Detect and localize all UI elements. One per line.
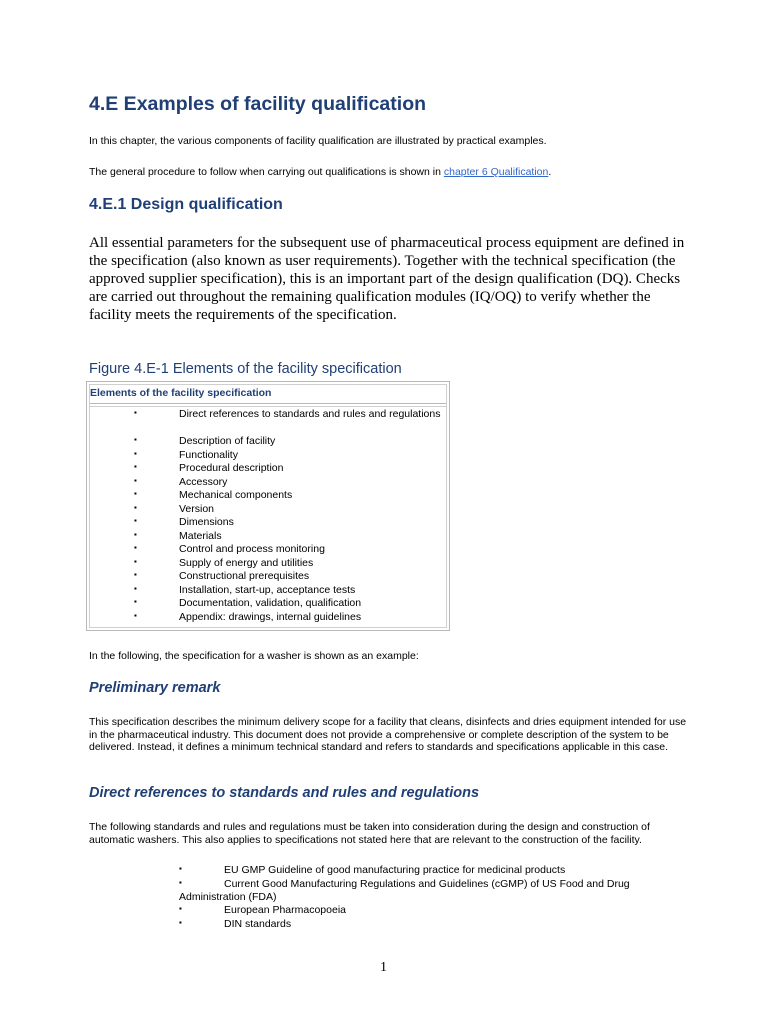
bullet-icon: ▪ bbox=[134, 556, 137, 566]
table-row-text: Constructional prerequisites bbox=[179, 570, 310, 582]
bullet-icon: ▪ bbox=[134, 516, 137, 525]
design-qualification-heading: 4.E.1 Design qualification bbox=[89, 196, 283, 213]
table-row-text: Supply of energy and utilities bbox=[179, 556, 314, 569]
list-item-text: DIN standards bbox=[224, 918, 292, 930]
preliminary-remark-body: This specification describes the minimum delivery scope for a facility that cleans, disinfects and dries equipment intended for use in the pharmaceutical industry. This document does not provide a comprehensive or complete description of the system to be delivered. Instead, it defines a minimum technical standard and refers to standards and specifications applicable in this case. bbox=[89, 716, 687, 753]
bullet-icon: ▪ bbox=[134, 543, 137, 552]
references-heading: Direct references to standards and rules and regulations bbox=[89, 785, 480, 801]
chapter-6-link[interactable]: chapter 6 Qualification bbox=[443, 166, 549, 178]
table-row-text: Direct references to standards and rules and regulations bbox=[179, 408, 441, 420]
bullet-icon: ▪ bbox=[134, 570, 137, 579]
figure-caption: Figure 4.E-1 Elements of the facility specification bbox=[89, 361, 402, 377]
bullet-icon: ▪ bbox=[179, 918, 182, 927]
page-number: 1 bbox=[380, 960, 387, 975]
bullet-icon: ▪ bbox=[179, 904, 182, 913]
table-row-text: Functionality bbox=[179, 448, 238, 461]
bullet-icon: ▪ bbox=[179, 878, 182, 887]
intro-paragraph: In this chapter, the various components of facility qualification are illustrated by practical examples. bbox=[89, 135, 547, 147]
table-row-text: Appendix: drawings, internal guidelines bbox=[179, 610, 362, 623]
page-title: 4.E Examples of facility qualification bbox=[89, 93, 427, 115]
table-row-text: Version bbox=[179, 502, 215, 515]
procedure-paragraph bbox=[89, 166, 689, 179]
design-qualification-body: All essential parameters for the subsequent use of pharmaceutical process equipment are defined in the specification (also known as user requirements). Together with the technical specification (the approved supplier specification), this is an important part of the design qualification (DQ). Checks are carried out throughout the remaining qualification modules (IQ/OQ) to verify whether the facility meets the requirements of the specification. bbox=[89, 235, 685, 323]
table-row-text: Dimensions bbox=[179, 516, 234, 528]
table-header: Elements of the facility specification bbox=[90, 387, 446, 404]
table-row-text: Control and process monitoring bbox=[179, 543, 325, 555]
bullet-icon: ▪ bbox=[134, 583, 137, 593]
table-row-text: Documentation, validation, qualification bbox=[179, 597, 362, 609]
bullet-icon: ▪ bbox=[134, 435, 137, 444]
bullet-icon: ▪ bbox=[134, 529, 137, 539]
bullet-icon: ▪ bbox=[134, 448, 137, 458]
table-row-text: Mechanical components bbox=[179, 489, 293, 501]
procedure-text: The general procedure to follow when carrying out qualifications is shown in bbox=[89, 166, 444, 178]
bullet-icon: ▪ bbox=[134, 610, 137, 620]
facility-specification-table bbox=[86, 381, 450, 631]
preliminary-remark-heading: Preliminary remark bbox=[89, 680, 221, 696]
procedure-text-end: . bbox=[548, 166, 552, 178]
bullet-icon: ▪ bbox=[134, 597, 137, 606]
table-row-text: Procedural description bbox=[179, 462, 284, 474]
bullet-icon: ▪ bbox=[179, 864, 182, 873]
list-item-text: Current Good Manufacturing Regulations and Guidelines (cGMP) of US Food and Drug bbox=[224, 878, 630, 890]
washer-intro-paragraph: In the following, the specification for a washer is shown as an example: bbox=[89, 650, 419, 662]
bullet-icon: ▪ bbox=[134, 462, 137, 471]
bullet-icon: ▪ bbox=[134, 489, 137, 498]
table-row-text: Description of facility bbox=[179, 435, 276, 447]
list-item-text: Administration (FDA) bbox=[179, 891, 277, 903]
table-row-text: Accessory bbox=[179, 475, 228, 488]
table-row-text: Installation, start-up, acceptance tests bbox=[179, 583, 356, 596]
bullet-icon: ▪ bbox=[134, 475, 137, 485]
references-body: The following standards and rules and regulations must be taken into consideration during the design and construction of automatic washers. This also applies to specifications not stated here that are relevant to the construction of the facility. bbox=[89, 821, 650, 846]
list-item-text: European Pharmacopoeia bbox=[224, 904, 347, 916]
bullet-icon: ▪ bbox=[134, 408, 137, 417]
bullet-icon: ▪ bbox=[134, 502, 137, 512]
table-row-text: Materials bbox=[179, 529, 222, 542]
list-item-text: EU GMP Guideline of good manufacturing practice for medicinal products bbox=[224, 864, 566, 876]
